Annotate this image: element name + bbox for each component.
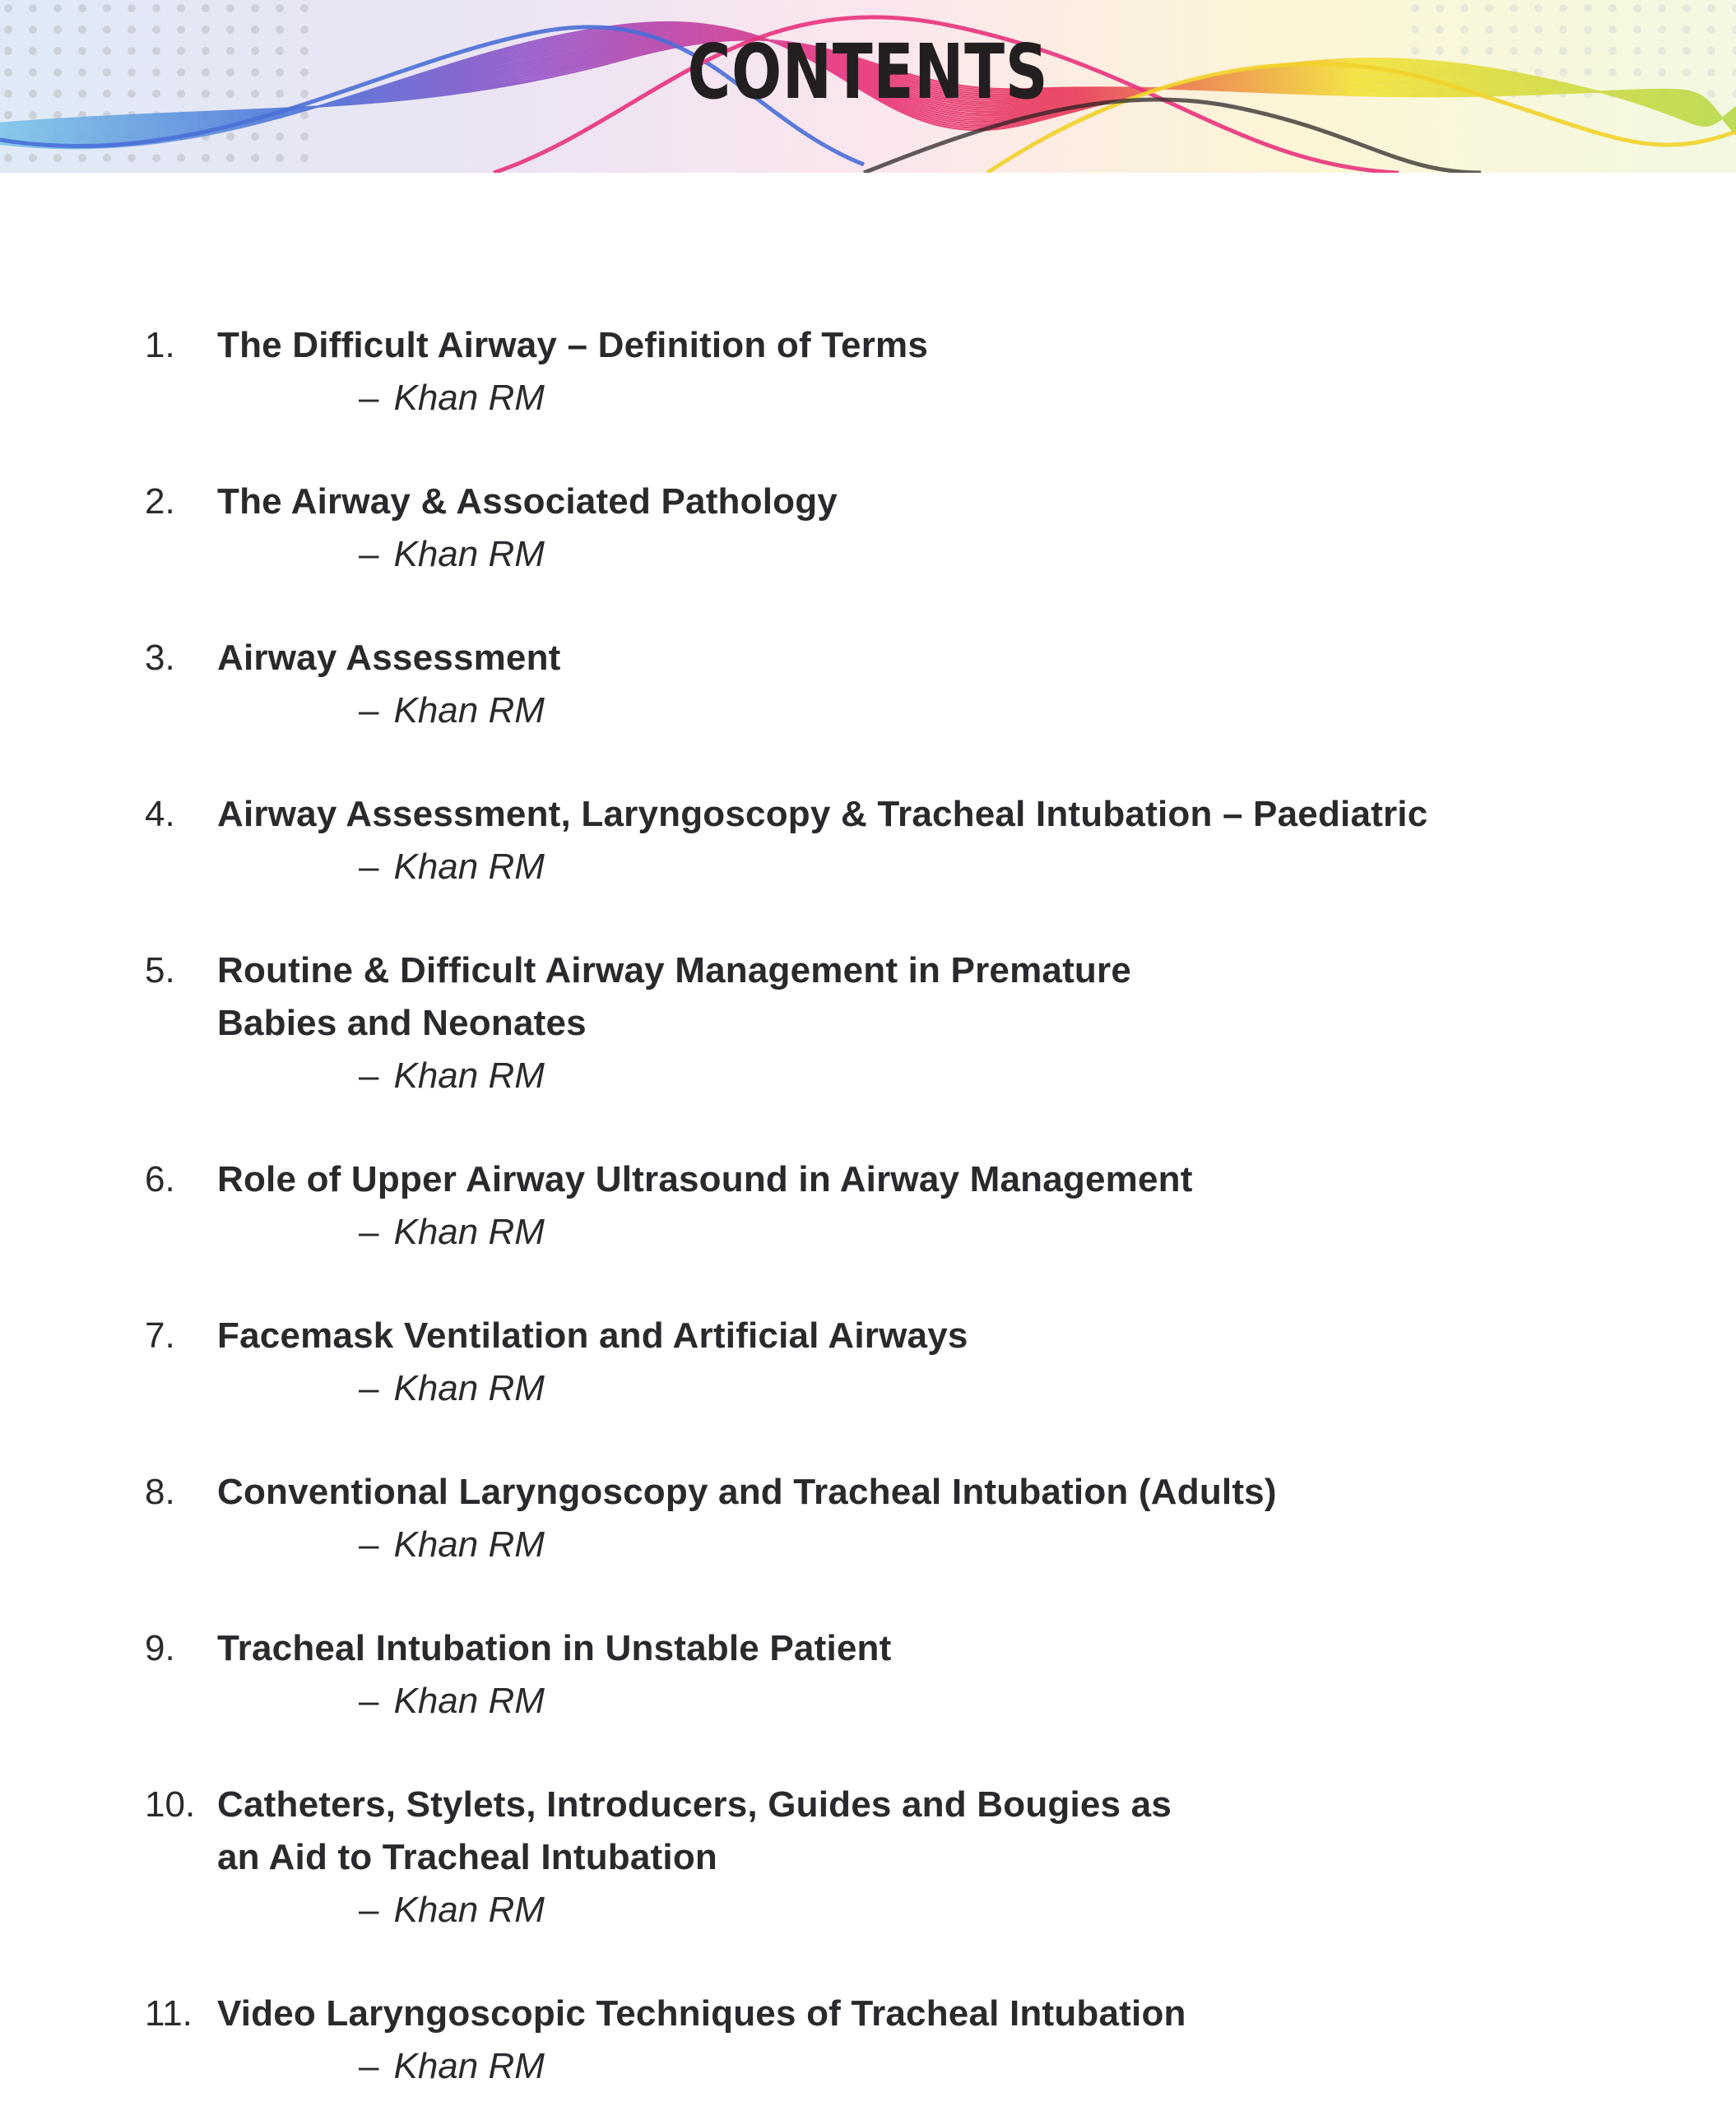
entry-title: Facemask Ventilation and Artificial Airways xyxy=(217,1315,968,1356)
entry-number: 5. xyxy=(145,950,175,990)
author-dash: – xyxy=(359,534,379,574)
author-name: Khan RM xyxy=(393,1368,545,1408)
author-dash: – xyxy=(359,847,379,887)
entry-author xyxy=(359,1884,545,1937)
entry-title: Video Laryngoscopic Techniques of Tracheal Intubation xyxy=(217,1993,1186,2034)
entry-title: Tracheal Intubation in Unstable Patient xyxy=(217,1628,892,1668)
entry-number: 2. xyxy=(145,481,175,522)
author-dash: – xyxy=(359,1055,379,1096)
author-dash: – xyxy=(359,1890,379,1930)
entry-number: 3. xyxy=(145,638,175,678)
entry-title: Conventional Laryngoscopy and Tracheal Intubation (Adults) xyxy=(217,1472,1277,1512)
entry-author xyxy=(359,684,545,737)
entry-title: an Aid to Tracheal Intubation xyxy=(217,1837,717,1877)
entry-author xyxy=(359,2040,545,2093)
entry-number: 7. xyxy=(145,1315,175,1356)
entry-title: Airway Assessment xyxy=(217,638,561,678)
entry-title: Role of Upper Airway Ultrasound in Airway Management xyxy=(217,1159,1193,1199)
entry-author xyxy=(359,372,545,424)
entry-number: 1. xyxy=(145,325,175,365)
entry-author xyxy=(359,528,545,581)
author-name: Khan RM xyxy=(393,690,545,731)
entry-author xyxy=(359,1675,545,1728)
author-dash: – xyxy=(359,1681,379,1721)
author-name: Khan RM xyxy=(393,2046,545,2086)
entry-title: Airway Assessment, Laryngoscopy & Tracheal Intubation – Paediatric xyxy=(217,794,1428,834)
entry-number: 4. xyxy=(145,794,175,834)
entry-number: 11. xyxy=(145,1993,193,2034)
author-name: Khan RM xyxy=(393,1212,545,1252)
entry-author xyxy=(359,1519,545,1571)
author-name: Khan RM xyxy=(393,534,545,574)
entry-number: 6. xyxy=(145,1159,175,1199)
entry-title: The Airway & Associated Pathology xyxy=(217,481,838,522)
entry-title: The Difficult Airway – Definition of Terms xyxy=(217,325,929,365)
author-name: Khan RM xyxy=(393,1055,545,1096)
author-dash: – xyxy=(359,1524,379,1565)
author-name: Khan RM xyxy=(393,378,545,418)
entry-title: Catheters, Stylets, Introducers, Guides and Bougies as xyxy=(217,1784,1172,1825)
entry-author xyxy=(359,841,545,893)
author-name: Khan RM xyxy=(393,847,545,887)
page-title: CONTENTS xyxy=(687,28,1049,116)
author-dash: – xyxy=(359,1368,379,1408)
entry-number: 8. xyxy=(145,1472,175,1512)
author-dash: – xyxy=(359,378,379,418)
entry-title: Routine & Difficult Airway Management in Premature xyxy=(217,950,1131,990)
author-name: Khan RM xyxy=(393,1681,545,1721)
author-name: Khan RM xyxy=(393,1890,545,1930)
entry-author xyxy=(359,1206,545,1259)
author-dash: – xyxy=(359,2046,379,2086)
author-name: Khan RM xyxy=(393,1524,545,1565)
entry-number: 9. xyxy=(145,1628,175,1668)
entry-author xyxy=(359,1050,545,1102)
entry-number: 10. xyxy=(145,1784,196,1825)
entry-author xyxy=(359,1362,545,1415)
entry-title: Babies and Neonates xyxy=(217,1003,587,1043)
author-dash: – xyxy=(359,1212,379,1252)
author-dash: – xyxy=(359,690,379,731)
